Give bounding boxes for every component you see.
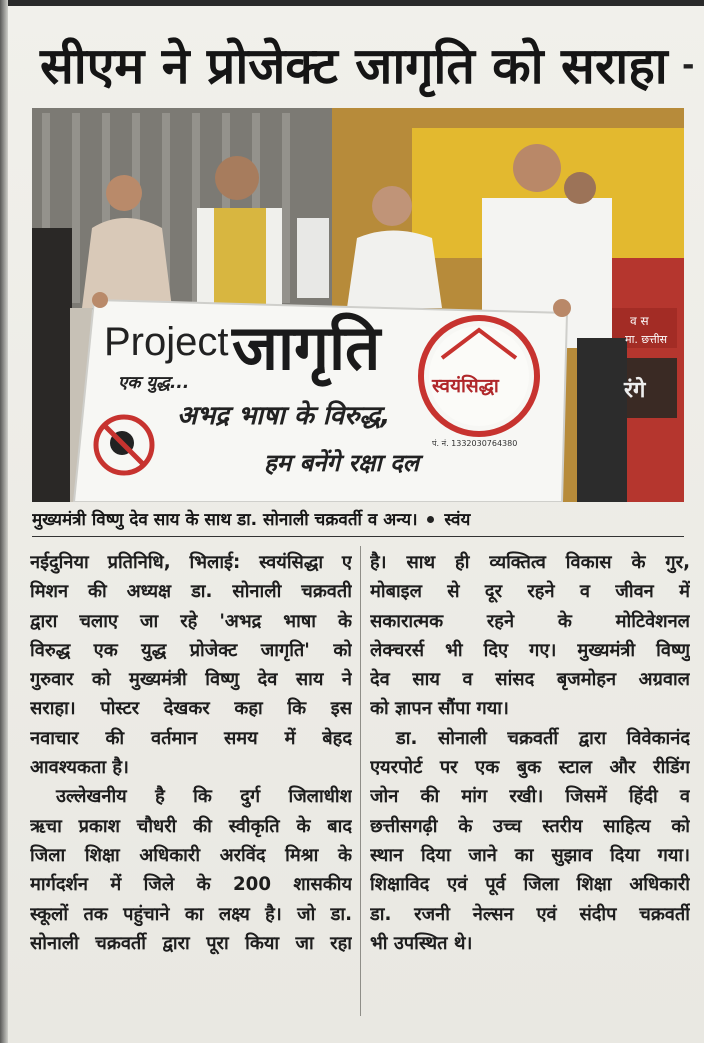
caption-credit: स्वंय <box>444 510 471 530</box>
headline: सीएम ने प्रोजेक्ट जागृति को सराहा <box>40 37 668 95</box>
article-line: विरुद्ध एक युद्ध प्रोजेक्ट जागृति' को <box>30 639 352 661</box>
article-column-right <box>370 548 690 1023</box>
article-line: नईदुनिया प्रतिनिधि, भिलाई: स्वयंसिद्धा ए <box>30 552 352 573</box>
banner-abhadra-text: अभद्र भाषा के विरुद्ध, <box>177 401 391 431</box>
article-line: छत्तीसगढ़ी के उच्च स्तरीय साहित्य को <box>370 815 690 837</box>
article-line: मिशन की अध्यक्ष डा. सोनाली चक्रवती <box>30 581 352 603</box>
article-line: आवश्यकता है। <box>30 757 129 779</box>
banner-ek-yuddh-text: एक युद्ध... <box>118 373 190 393</box>
article-column-left <box>30 548 352 1023</box>
article-line: उल्लेखनीय है कि दुर्ग जिलाधीश <box>56 786 352 808</box>
column-divider <box>360 546 361 1016</box>
banner-raksha-dal-text: हम बनेंगे रक्षा दल <box>264 449 419 477</box>
article-line: द्वारा चलाए जा रहे 'अभद्र भाषा के <box>30 610 352 632</box>
article-line: शिक्षाविद एवं पूर्व जिला शिक्षा अधिकारी <box>370 874 690 896</box>
photo-caption <box>32 504 684 537</box>
banner-jagriti-text: जागृति <box>232 311 381 384</box>
article-line: गुरुवार को मुख्यमंत्री विष्णु देव साय ने <box>30 669 352 691</box>
news-photo <box>32 108 684 502</box>
article-line: सराहा। पोस्टर देखकर कहा कि इस <box>30 698 352 720</box>
article-line: जोन की मांग रखी। जिसमें हिंदी व <box>370 786 690 808</box>
side-sign-text: रंगे <box>624 378 646 403</box>
caption-bullet-icon <box>427 516 434 523</box>
page-top-edge <box>0 0 704 6</box>
article-line: मार्गदर्शन में जिले के 200 शासकीय <box>30 874 352 896</box>
side-sign-mid-text: मा. छत्तीस <box>625 333 668 346</box>
article-line: एयरपोर्ट पर एक बुक स्टाल और रीडिंग <box>370 757 690 779</box>
article-line: स्थान दिया जाने का सुझाव दिया गया। <box>370 844 690 866</box>
caption-text: मुख्यमंत्री विष्णु देव साय के साथ डा. सोनाली चक्रवर्ती व अन्य। <box>32 510 418 530</box>
article-line: को ज्ञापन सौंपा गया। <box>370 698 509 720</box>
banner-logo-text: स्वयंसिद्धा <box>432 375 499 397</box>
article-line: सकारात्मक रहने के मोटिवेशनल <box>370 610 690 632</box>
side-sign-top-text: व स <box>630 314 649 328</box>
article-line: डा. सोनाली चक्रवर्ती द्वारा विवेकानंद <box>396 727 690 749</box>
article-line: मोबाइल से दूर रहने व जीवन में <box>370 581 690 603</box>
article-line: है। साथ ही व्यक्तित्व विकास के गुर, <box>370 552 690 573</box>
article-line: नवाचार की वर्तमान समय में बेहद <box>30 727 352 749</box>
article-line: स्कूलों तक पहुंचाने का लक्ष्य है। जो डा. <box>30 903 352 925</box>
article-line: डा. रजनी नेल्सन एवं संदीप चक्रवर्ती <box>370 903 690 925</box>
page-left-edge <box>0 0 8 1043</box>
banner-registration-number: पं. नं. 1332030764380 <box>432 439 518 448</box>
article-line: जिला शिक्षा अधिकारी अरविंद मिश्रा के <box>30 844 352 866</box>
article-line: ऋचा प्रकाश चौधरी की स्वीकृति के बाद <box>30 815 352 837</box>
article-line: भी उपस्थित थे। <box>370 932 473 954</box>
article-line: देव साय व सांसद बृजमोहन अग्रवाल <box>370 669 690 691</box>
banner-project-text: Project <box>104 320 229 364</box>
article-line: लेक्चरर्स भी दिए गए। मुख्यमंत्री विष्णु <box>370 639 690 661</box>
headline-mark: - <box>682 48 695 83</box>
article-line: सोनाली चक्रवर्ती द्वारा पूरा किया जा रहा <box>30 932 352 954</box>
